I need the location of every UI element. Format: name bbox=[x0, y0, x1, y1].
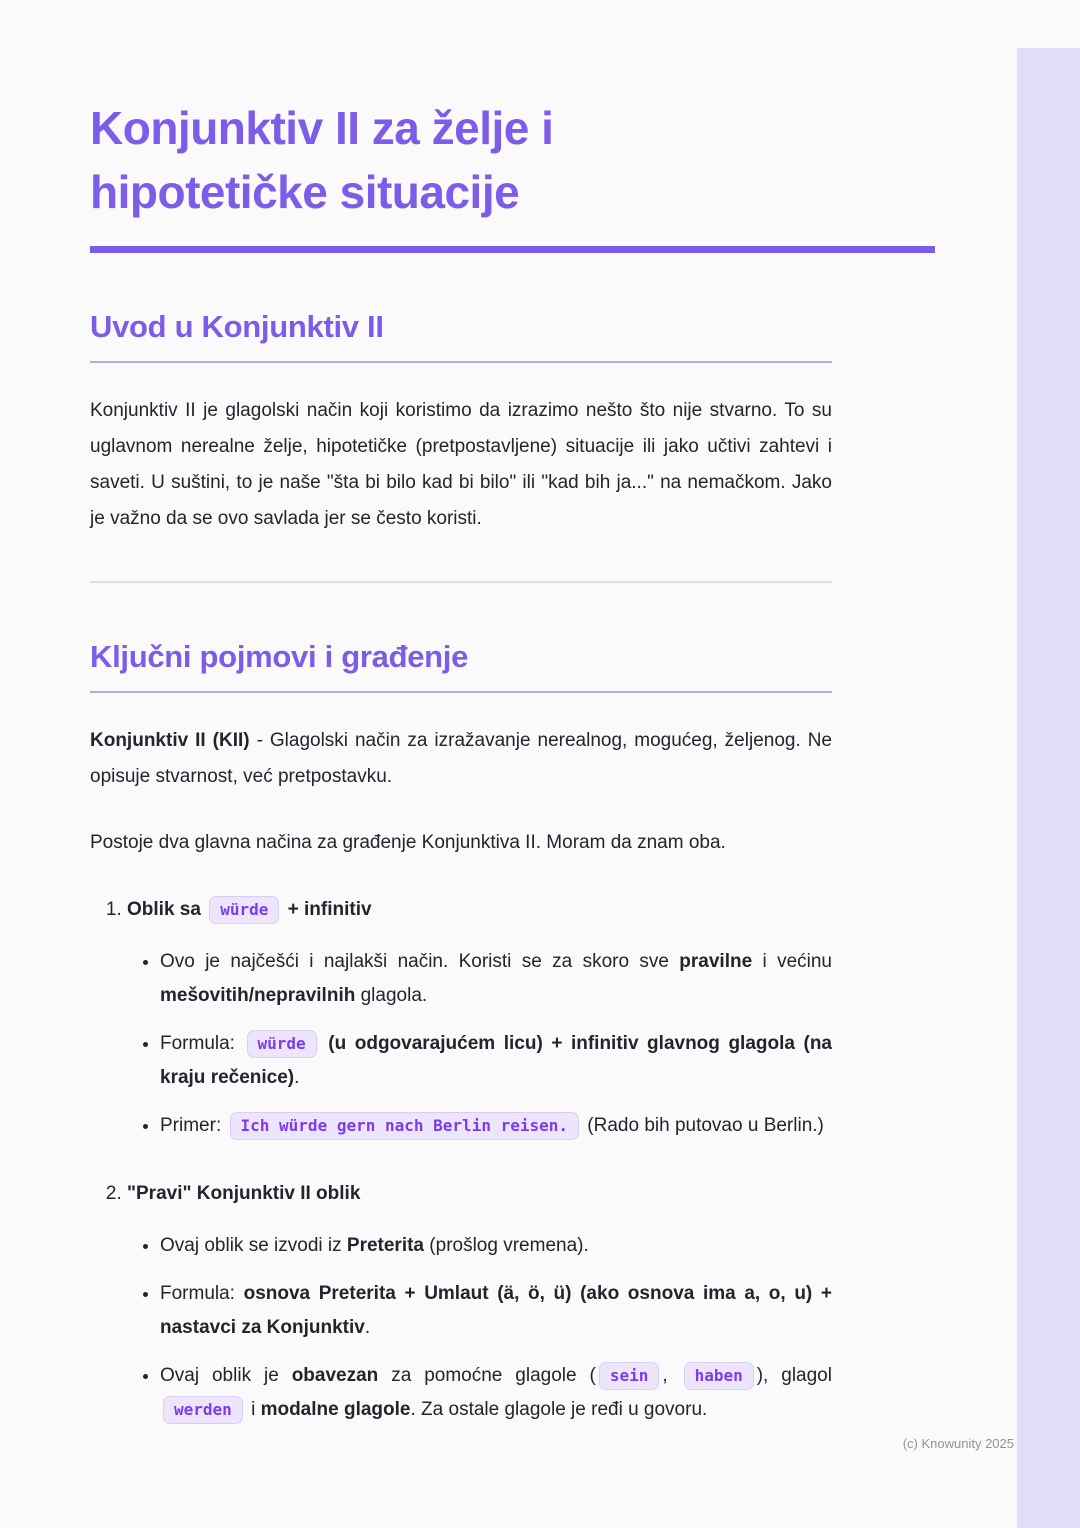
text-run: i bbox=[245, 1399, 261, 1420]
text-run: (prošlog vremena). bbox=[424, 1235, 589, 1256]
bullet-list bbox=[127, 1229, 832, 1427]
inline-code-chip: würde bbox=[209, 896, 279, 924]
text-run: osnova Preterita + Umlaut (ä, ö, ü) (ako osnova ima a, o, u) + nastavci za Konjunktiv bbox=[160, 1283, 832, 1338]
inline-code-chip: haben bbox=[684, 1362, 754, 1390]
text-run: ), glagol bbox=[756, 1365, 832, 1386]
text-run: Konjunktiv II (KII) bbox=[90, 730, 250, 751]
text-run: modalne glagole bbox=[260, 1399, 411, 1420]
bullet-list bbox=[127, 945, 832, 1143]
inline-code-chip: Ich würde gern nach Berlin reisen. bbox=[230, 1112, 580, 1140]
numbered-list bbox=[90, 893, 832, 1427]
copyright-footer: (c) Knowunity 2025 bbox=[902, 1436, 1014, 1451]
text-run: , bbox=[662, 1365, 681, 1386]
numbered-item-1 bbox=[127, 893, 832, 1143]
right-margin-strip bbox=[1017, 48, 1080, 1528]
heading-underline bbox=[90, 691, 832, 693]
text-run: Ovaj oblik se izvodi iz bbox=[160, 1235, 347, 1256]
text-run: i većinu bbox=[752, 951, 832, 972]
inline-code-chip: sein bbox=[599, 1362, 660, 1390]
bullet-item bbox=[160, 945, 832, 1013]
text-run: za pomoćne glagole ( bbox=[378, 1365, 596, 1386]
page-title-line-1: Konjunktiv II za želje i bbox=[90, 102, 554, 154]
text-run: Formula: bbox=[160, 1033, 244, 1054]
bullet-item bbox=[160, 1277, 832, 1345]
text-run: - Glagolski način za izražavanje nerealnog, mogućeg, željenog. Ne opisuje stvarnost, već pretpostavku. bbox=[90, 730, 832, 787]
section-heading-kljucni-pojmovi: Ključni pojmovi i građenje bbox=[90, 639, 469, 674]
text-run: glagola. bbox=[355, 985, 428, 1006]
heading-underline bbox=[90, 361, 832, 363]
text-run: mešovitih/nepravilnih bbox=[160, 985, 356, 1006]
intro-paragraph bbox=[90, 393, 832, 537]
numbered-item-2 bbox=[127, 1177, 832, 1427]
numbered-item-title bbox=[127, 1177, 832, 1211]
text-run: + infinitiv bbox=[282, 899, 372, 920]
definition-paragraph bbox=[90, 723, 832, 795]
section-divider bbox=[90, 581, 832, 583]
section-heading-uvod: Uvod u Konjunktiv II bbox=[90, 309, 384, 344]
inline-code-chip: würde bbox=[247, 1030, 317, 1058]
section-uvod-u-konjunktiv bbox=[90, 307, 832, 537]
text-run: . bbox=[364, 1317, 371, 1338]
text-run bbox=[320, 1033, 329, 1054]
text-run: obavezan bbox=[291, 1365, 379, 1386]
text-run: Ovo je najčešći i najlakši način. Koristi se za skoro sve bbox=[160, 951, 680, 972]
text-run: . bbox=[294, 1067, 300, 1088]
title-rule bbox=[90, 246, 935, 253]
bullet-item bbox=[160, 1027, 832, 1095]
text-run: Oblik sa bbox=[127, 899, 207, 920]
bullet-item bbox=[160, 1109, 832, 1143]
lead-paragraph bbox=[90, 825, 832, 861]
numbered-item-title bbox=[127, 893, 832, 927]
text-run: Postoje dva glavna načina za građenje Konjunktiva II. Moram da znam oba. bbox=[90, 832, 726, 853]
text-run: Primer: bbox=[160, 1115, 227, 1136]
bullet-item bbox=[160, 1359, 832, 1427]
page-title-line-2: hipotetičke situacije bbox=[90, 166, 520, 218]
text-run: (u odgovarajućem licu) + infinitiv glavnog glagola (na kraju rečenice) bbox=[160, 1033, 832, 1088]
bullet-item bbox=[160, 1229, 832, 1263]
text-run: Ovaj oblik je bbox=[160, 1365, 292, 1386]
document-content bbox=[90, 0, 832, 1461]
text-run: Konjunktiv II je glagolski način koji koristimo da izrazimo nešto što nije stvarno. To su uglavnom nerealne želje, hipotetičke (pretpostavljene) situacije ili jako učtivi zahtevi i saveti. U suštini, to je naše "šta bi bilo kad bi bilo" ili "kad bih ja..." na nemačkom. Jako je važno da se ovo savlada jer se često koristi. bbox=[90, 400, 832, 529]
text-run: Preterita bbox=[346, 1235, 425, 1256]
text-run: . Za ostale glagole je ređi u govoru. bbox=[410, 1399, 708, 1420]
text-run: pravilne bbox=[679, 951, 753, 972]
section-kljucni-pojmovi bbox=[90, 637, 832, 1427]
page-title bbox=[90, 0, 832, 224]
text-run: Formula: bbox=[160, 1283, 244, 1304]
text-run: (Rado bih putovao u Berlin.) bbox=[582, 1115, 824, 1136]
inline-code-chip: werden bbox=[163, 1396, 243, 1424]
text-run: "Pravi" Konjunktiv II oblik bbox=[127, 1183, 361, 1204]
